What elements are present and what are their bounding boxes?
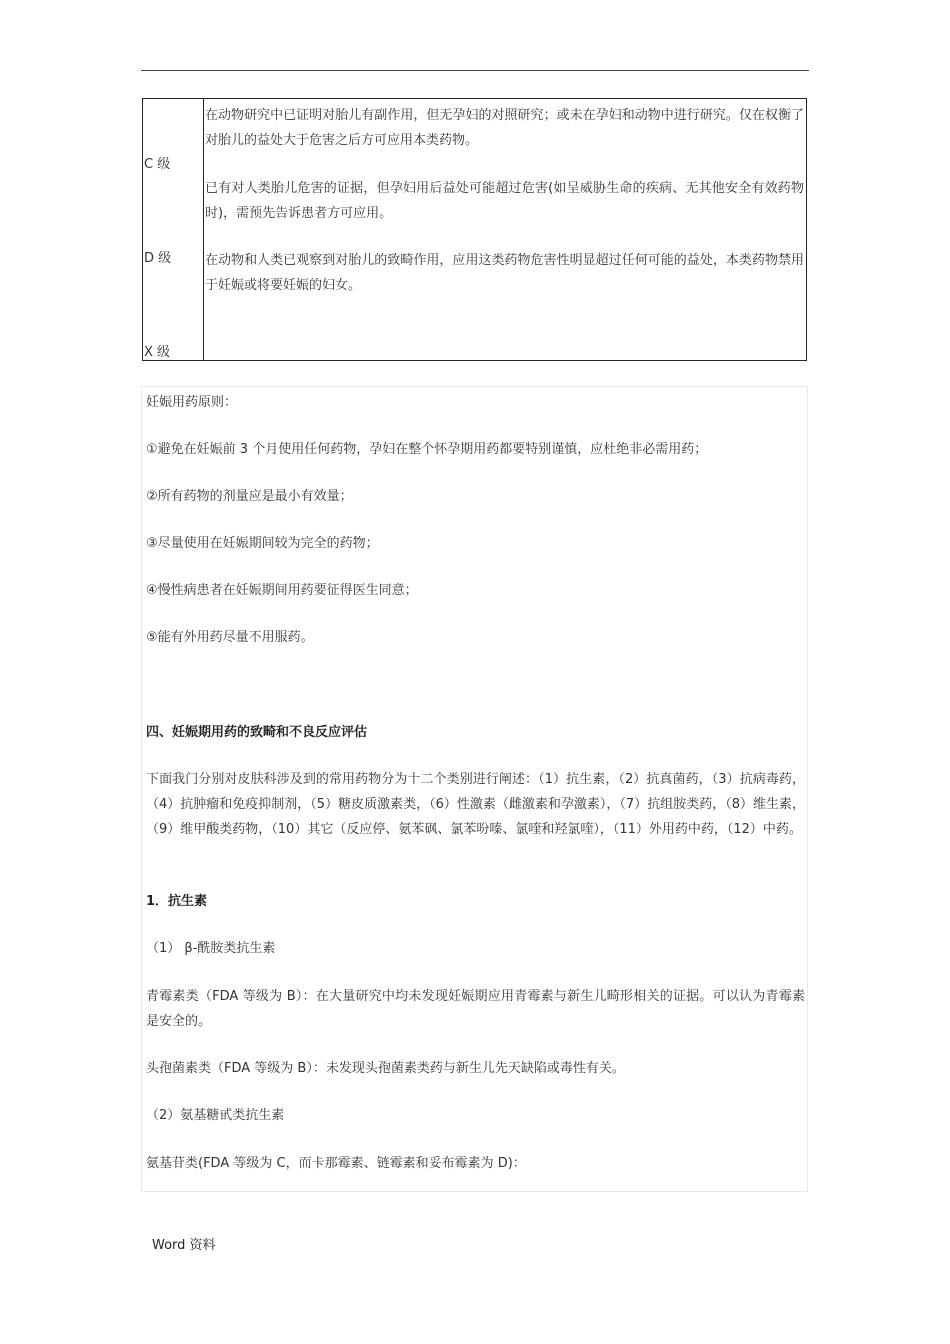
aminoglycoside-heading: （2）氨基糖甙类抗生素 [146, 1108, 285, 1123]
principle-item: ⑤能有外用药尽量不用服药。 [146, 630, 314, 645]
header-rule [141, 70, 809, 71]
principle-item: ③尽量使用在妊娠期间较为完全的药物； [146, 536, 379, 551]
grade-d-description: 已有对人类胎儿危害的证据，但孕妇用后益处可能超过危害(如呈威胁生命的疾病、无其他安全有效药物时)，需预先告诉患者方可应用。 [205, 181, 804, 221]
subsection-heading-antibiotics: 1．抗生素 [146, 894, 208, 909]
grade-x-label: X 级 [144, 345, 171, 360]
penicillin-paragraph: 青霉素类（FDA 等级为 B）：在大量研究中均未发现妊娠期应用青霉素与新生儿畸形相关的证据。可以认为青霉素是安全的。 [146, 989, 805, 1029]
principle-item: ④慢性病患者在妊娠期间用药要征得医生同意； [146, 583, 418, 598]
aminoglycoside-paragraph: 氨基苷类(FDA 等级为 C，而卡那霉素、链霉素和妥布霉素为 D)： [146, 1156, 526, 1171]
principle-item: ②所有药物的剂量应是最小有效量； [146, 489, 353, 504]
footer-label: Word 资料 [152, 1238, 216, 1253]
grade-d-label: D 级 [144, 251, 172, 266]
principles-title: 妊娠用药原则： [146, 395, 238, 410]
content-section [141, 386, 808, 1192]
grade-c-description: 在动物研究中已证明对胎儿有副作用，但无孕妇的对照研究；或未在孕妇和动物中进行研究。仅在权衡了对胎儿的益处大于危害之后方可应用本类药物。 [205, 108, 804, 148]
beta-lactam-heading: （1） β-酰胺类抗生素 [146, 941, 276, 956]
table-column-divider [203, 99, 204, 360]
section-heading: 四、妊娠期用药的致畸和不良反应评估 [146, 725, 368, 740]
cephalosporin-paragraph: 头孢菌素类（FDA 等级为 B）：未发现头孢菌素类药与新生儿先天缺陷或毒性有关。 [146, 1061, 625, 1076]
grade-x-description: 在动物和人类已观察到对胎儿的致畸作用，应用这类药物危害性明显超过任何可能的益处，本类药物禁用于妊娠或将要妊娠的妇女。 [205, 253, 804, 293]
section-intro-paragraph: 下面我门分别对皮肤科涉及到的常用药物分为十二个类别进行阐述：（1）抗生素，（2）抗真菌药，（3）抗病毒药，（4）抗肿瘤和免疫抑制剂，（5）糖皮质激素类，（6）性激素（雌激素和孕激素），（7）抗组胺类药，（8）维生素，（9）维甲酸类药物，（10）其它（反应停、氨苯砜、氯苯吩嗪、氯喹和羟氯喹），（11）外用药中药，（12）中药。 [146, 772, 805, 837]
principle-item: ①避免在妊娠前 3 个月使用任何药物，孕妇在整个怀孕期用药都要特别谨慎，应杜绝非必需用药； [146, 442, 708, 457]
grade-c-label: C 级 [144, 157, 171, 172]
fda-grade-table [142, 98, 807, 361]
